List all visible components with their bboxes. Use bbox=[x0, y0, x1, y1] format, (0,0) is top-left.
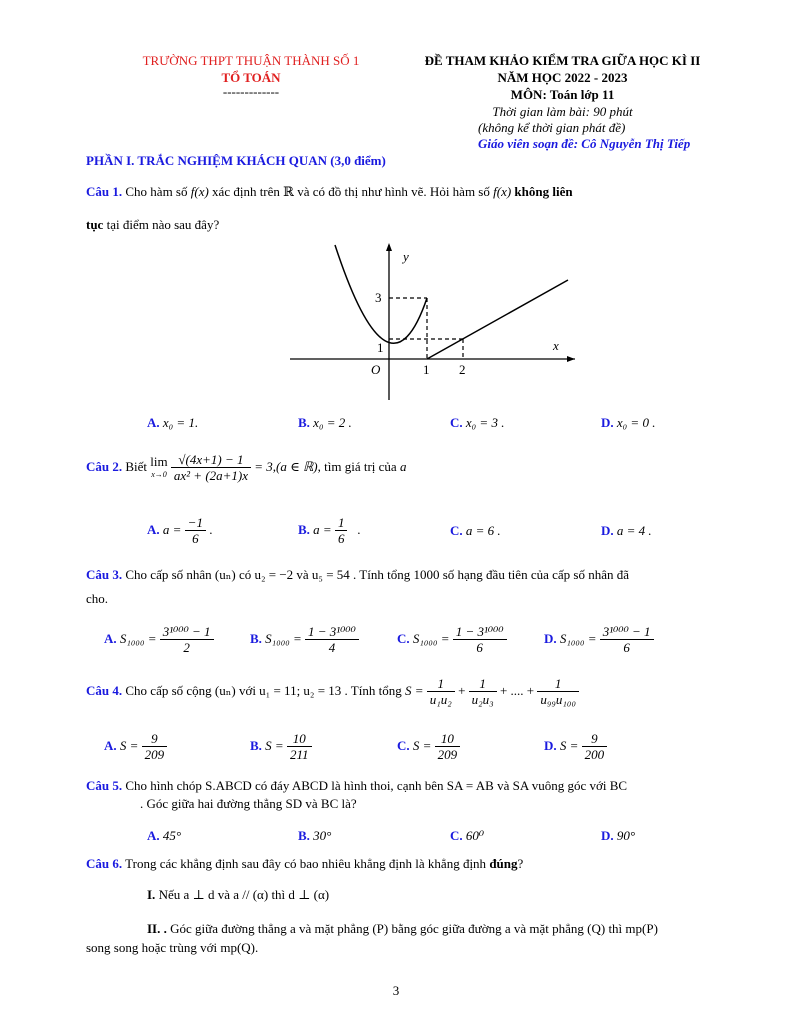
q2-option-a[interactable]: A. a = $\frac{-1}{6}$ . bbox=[147, 515, 213, 546]
subject: MÔN: Toán lớp 11 bbox=[510, 87, 615, 102]
q1-option-d[interactable]: D. x₀ = 0 . bbox=[601, 415, 656, 430]
q2-option-b[interactable]: B. a = $\frac{1}{6}$ . bbox=[298, 515, 361, 546]
q3-option-c[interactable]: C. S₁₀₀₀ = $\frac{\text{1 − 3¹⁰⁰⁰}}{6}$ bbox=[397, 624, 507, 656]
exam-time: Thời gian làm bài: 90 phút bbox=[492, 104, 633, 119]
q1-option-a[interactable]: A. x₀ = 1. bbox=[147, 415, 199, 430]
question-2: Câu 2. Biết lim x→0 $\frac{√(4x+1) - 1}{\text{ax² + (2a+1)x}}$ = 3,(a ∈ ℝ), tìm giá trị của a bbox=[86, 452, 407, 483]
q1-option-b[interactable]: B. x₀ = 2 . bbox=[298, 415, 352, 430]
function-graph bbox=[285, 240, 575, 405]
q1-option-c[interactable]: C. x₀ = 3 . bbox=[450, 415, 505, 430]
header-dashes: ------------- bbox=[222, 84, 280, 99]
q4-option-c[interactable]: C. S = $\frac{10}{209}$ bbox=[397, 731, 460, 763]
q5-option-d[interactable]: D. 90° bbox=[601, 828, 636, 843]
q5-option-a[interactable]: A. 45° bbox=[147, 828, 182, 843]
q3-option-d[interactable]: D. S₁₀₀₀ = $\frac{\text{3¹⁰⁰⁰ − 1}}{6}$ bbox=[544, 624, 654, 656]
tick-y1: 1 bbox=[377, 340, 384, 355]
question-4: Câu 4. Cho cấp số cộng (uₙ) với u₁ = 11; u₂ = 13 . Tính tổng S = $\frac{1}{\text{u₁u₂}}$ + $\frac{1}{\text{u₂u₃}}$ + .... + $\frac{1}{\text{u₉₉u₁₀₀}}$ bbox=[86, 676, 579, 708]
tick-y3: 3 bbox=[375, 290, 382, 305]
question-3: Câu 3. Cho cấp số nhân (uₙ) có u₂ = −2 và u₅ = 54 . Tính tổng 1000 số hạng đầu tiên của cấp số nhân đã bbox=[86, 567, 629, 582]
x-label: x bbox=[553, 338, 559, 353]
y-label: y bbox=[403, 249, 409, 264]
x-axis-arrow bbox=[567, 356, 575, 362]
department-name: TỔ TOÁN bbox=[221, 70, 281, 85]
question-3-line2: cho. bbox=[86, 591, 109, 606]
q5-option-b[interactable]: B. 30° bbox=[298, 828, 332, 843]
teacher-name: Giáo viên soạn đề: Cô Nguyễn Thị Tiếp bbox=[478, 136, 691, 151]
question-1: Câu 1. Cho hàm số f(x) xác định trên ℝ và có đồ thị như hình vẽ. Hỏi hàm số f(x) không liên bbox=[86, 184, 573, 199]
statement-1: I. Nếu a ⊥ d và a // (α) thì d ⊥ (α) bbox=[147, 887, 330, 902]
page-number: 3 bbox=[392, 983, 400, 998]
question-5: Câu 5. Cho hình chóp S.ABCD có đáy ABCD là hình thoi, cạnh bên SA = AB và SA vuông góc với BC bbox=[86, 778, 628, 793]
statement-2-line2: song song hoặc trùng với mp(Q). bbox=[86, 940, 259, 955]
question-5-line2: . Góc giữa hai đường thẳng SD và BC là? bbox=[140, 796, 357, 811]
q3-option-b[interactable]: B. S₁₀₀₀ = $\frac{\text{1 − 3¹⁰⁰⁰}}{4}$ bbox=[250, 624, 359, 656]
school-name: TRƯỜNG THPT THUẬN THÀNH SỐ 1 bbox=[142, 53, 360, 68]
tick-x1: 1 bbox=[423, 362, 430, 377]
q3-option-a[interactable]: A. S₁₀₀₀ = $\frac{\text{3¹⁰⁰⁰ − 1}}{2}$ bbox=[104, 624, 214, 656]
question-1-line2: tục tại điểm nào sau đây? bbox=[86, 217, 220, 232]
y-axis-arrow bbox=[386, 243, 392, 251]
q4-option-d[interactable]: D. S = $\frac{9}{200}$ bbox=[544, 731, 607, 763]
origin-label: O bbox=[371, 362, 381, 377]
exam-time-note: (không kể thời gian phát đề) bbox=[478, 120, 626, 135]
statement-2: II. . Góc giữa đường thẳng a và mặt phẳng (P) bằng góc giữa đường a và mặt phẳng (Q) thì mp(P) bbox=[147, 921, 658, 936]
q4-option-a[interactable]: A. S = $\frac{9}{209}$ bbox=[104, 731, 167, 763]
school-year: NĂM HỌC 2022 - 2023 bbox=[497, 70, 628, 85]
q2-option-c[interactable]: C. a = 6 . bbox=[450, 523, 501, 538]
section-title: PHẦN I. TRẮC NGHIỆM KHÁCH QUAN (3,0 điểm) bbox=[86, 153, 386, 168]
line-branch bbox=[427, 280, 568, 359]
q4-option-b[interactable]: B. S = $\frac{10}{211}$ bbox=[250, 731, 312, 763]
tick-x2: 2 bbox=[459, 362, 466, 377]
question-6: Câu 6. Trong các khẳng định sau đây có bao nhiêu khẳng định là khẳng định đúng? bbox=[86, 856, 524, 871]
q2-option-d[interactable]: D. a = 4 . bbox=[601, 523, 652, 538]
exam-title: ĐỀ THAM KHẢO KIỂM TRA GIỮA HỌC KÌ II bbox=[424, 53, 701, 68]
question-label: Câu 1. bbox=[86, 184, 123, 199]
q5-option-c[interactable]: C. 60⁰ bbox=[450, 828, 485, 843]
